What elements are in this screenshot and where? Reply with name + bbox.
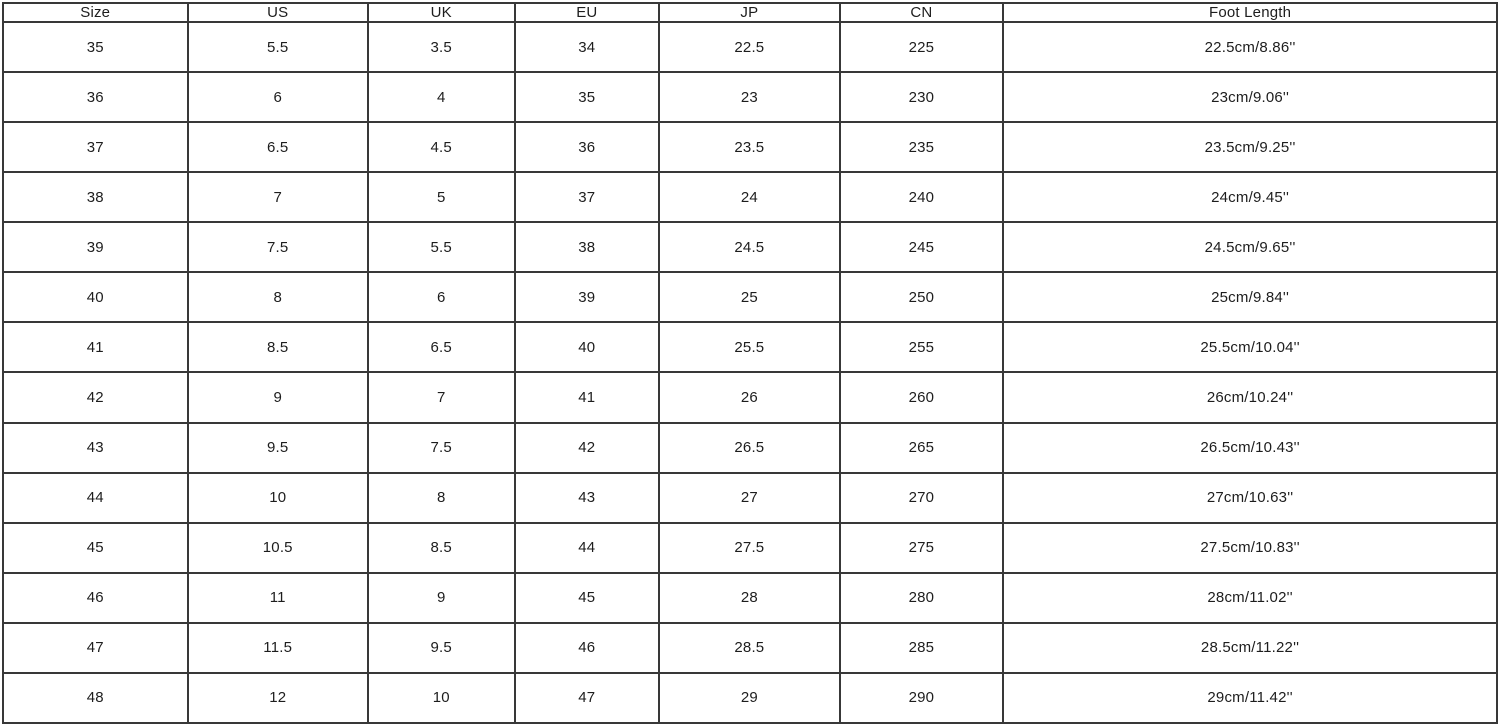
cell-eu-row-5: 38 bbox=[515, 222, 660, 272]
cell-size-row-2: 36 bbox=[3, 72, 188, 122]
cell-cn-row-1: 225 bbox=[840, 22, 1004, 72]
cell-jp-row-3: 23.5 bbox=[659, 122, 839, 172]
cell-foot-length-row-7: 25.5cm/10.04'' bbox=[1003, 322, 1497, 372]
cell-eu-row-1: 34 bbox=[515, 22, 660, 72]
cell-foot-length-row-13: 28.5cm/11.22'' bbox=[1003, 623, 1497, 673]
cell-size-row-4: 38 bbox=[3, 172, 188, 222]
cell-us-row-8: 9 bbox=[188, 372, 368, 422]
cell-cn-row-2: 230 bbox=[840, 72, 1004, 122]
table-row-size-41 bbox=[3, 322, 1497, 372]
cell-uk-row-8: 7 bbox=[368, 372, 515, 422]
cell-cn-row-6: 250 bbox=[840, 272, 1004, 322]
table-row-size-47 bbox=[3, 623, 1497, 673]
cell-cn-row-11: 275 bbox=[840, 523, 1004, 573]
cell-jp-row-14: 29 bbox=[659, 673, 839, 723]
cell-uk-row-2: 4 bbox=[368, 72, 515, 122]
cell-cn-row-7: 255 bbox=[840, 322, 1004, 372]
cell-us-row-9: 9.5 bbox=[188, 423, 368, 473]
cell-jp-row-7: 25.5 bbox=[659, 322, 839, 372]
cell-foot-length-row-3: 23.5cm/9.25'' bbox=[1003, 122, 1497, 172]
cell-uk-row-3: 4.5 bbox=[368, 122, 515, 172]
cell-jp-row-12: 28 bbox=[659, 573, 839, 623]
cell-size-row-7: 41 bbox=[3, 322, 188, 372]
cell-size-row-8: 42 bbox=[3, 372, 188, 422]
cell-foot-length-row-4: 24cm/9.45'' bbox=[1003, 172, 1497, 222]
cell-eu-row-4: 37 bbox=[515, 172, 660, 222]
cell-eu-row-3: 36 bbox=[515, 122, 660, 172]
cell-foot-length-row-2: 23cm/9.06'' bbox=[1003, 72, 1497, 122]
cell-size-row-3: 37 bbox=[3, 122, 188, 172]
cell-size-row-5: 39 bbox=[3, 222, 188, 272]
table-row-size-48 bbox=[3, 673, 1497, 723]
cell-uk-row-7: 6.5 bbox=[368, 322, 515, 372]
cell-eu-row-10: 43 bbox=[515, 473, 660, 523]
column-header-cn: CN bbox=[840, 3, 1004, 22]
cell-foot-length-row-12: 28cm/11.02'' bbox=[1003, 573, 1497, 623]
cell-jp-row-2: 23 bbox=[659, 72, 839, 122]
column-header-us: US bbox=[188, 3, 368, 22]
cell-jp-row-4: 24 bbox=[659, 172, 839, 222]
cell-uk-row-14: 10 bbox=[368, 673, 515, 723]
cell-uk-row-11: 8.5 bbox=[368, 523, 515, 573]
cell-uk-row-10: 8 bbox=[368, 473, 515, 523]
cell-eu-row-14: 47 bbox=[515, 673, 660, 723]
cell-size-row-1: 35 bbox=[3, 22, 188, 72]
cell-uk-row-9: 7.5 bbox=[368, 423, 515, 473]
cell-size-row-12: 46 bbox=[3, 573, 188, 623]
table-row-size-45 bbox=[3, 523, 1497, 573]
cell-foot-length-row-9: 26.5cm/10.43'' bbox=[1003, 423, 1497, 473]
cell-jp-row-10: 27 bbox=[659, 473, 839, 523]
column-header-eu: EU bbox=[515, 3, 660, 22]
cell-us-row-2: 6 bbox=[188, 72, 368, 122]
cell-eu-row-11: 44 bbox=[515, 523, 660, 573]
cell-size-row-11: 45 bbox=[3, 523, 188, 573]
table-row-size-35 bbox=[3, 22, 1497, 72]
table-header-row bbox=[3, 3, 1497, 22]
cell-foot-length-row-6: 25cm/9.84'' bbox=[1003, 272, 1497, 322]
cell-us-row-7: 8.5 bbox=[188, 322, 368, 372]
cell-jp-row-8: 26 bbox=[659, 372, 839, 422]
cell-cn-row-10: 270 bbox=[840, 473, 1004, 523]
column-header-uk: UK bbox=[368, 3, 515, 22]
cell-cn-row-5: 245 bbox=[840, 222, 1004, 272]
cell-cn-row-8: 260 bbox=[840, 372, 1004, 422]
cell-eu-row-2: 35 bbox=[515, 72, 660, 122]
cell-uk-row-5: 5.5 bbox=[368, 222, 515, 272]
cell-size-row-9: 43 bbox=[3, 423, 188, 473]
table-row-size-38 bbox=[3, 172, 1497, 222]
table-row-size-46 bbox=[3, 573, 1497, 623]
cell-us-row-10: 10 bbox=[188, 473, 368, 523]
cell-us-row-6: 8 bbox=[188, 272, 368, 322]
cell-foot-length-row-10: 27cm/10.63'' bbox=[1003, 473, 1497, 523]
cell-jp-row-9: 26.5 bbox=[659, 423, 839, 473]
cell-us-row-11: 10.5 bbox=[188, 523, 368, 573]
cell-foot-length-row-8: 26cm/10.24'' bbox=[1003, 372, 1497, 422]
table-row-size-39 bbox=[3, 222, 1497, 272]
table-row-size-36 bbox=[3, 72, 1497, 122]
cell-us-row-3: 6.5 bbox=[188, 122, 368, 172]
cell-us-row-12: 11 bbox=[188, 573, 368, 623]
cell-eu-row-12: 45 bbox=[515, 573, 660, 623]
table-row-size-40 bbox=[3, 272, 1497, 322]
cell-jp-row-1: 22.5 bbox=[659, 22, 839, 72]
column-header-jp: JP bbox=[659, 3, 839, 22]
cell-cn-row-13: 285 bbox=[840, 623, 1004, 673]
table-row-size-43 bbox=[3, 423, 1497, 473]
cell-us-row-4: 7 bbox=[188, 172, 368, 222]
cell-us-row-13: 11.5 bbox=[188, 623, 368, 673]
cell-jp-row-13: 28.5 bbox=[659, 623, 839, 673]
cell-cn-row-12: 280 bbox=[840, 573, 1004, 623]
cell-eu-row-7: 40 bbox=[515, 322, 660, 372]
cell-size-row-6: 40 bbox=[3, 272, 188, 322]
cell-foot-length-row-1: 22.5cm/8.86'' bbox=[1003, 22, 1497, 72]
cell-eu-row-13: 46 bbox=[515, 623, 660, 673]
cell-uk-row-4: 5 bbox=[368, 172, 515, 222]
cell-size-row-13: 47 bbox=[3, 623, 188, 673]
cell-us-row-14: 12 bbox=[188, 673, 368, 723]
column-header-foot-length: Foot Length bbox=[1003, 3, 1497, 22]
cell-cn-row-9: 265 bbox=[840, 423, 1004, 473]
cell-cn-row-3: 235 bbox=[840, 122, 1004, 172]
size-chart-table bbox=[2, 2, 1498, 724]
cell-foot-length-row-11: 27.5cm/10.83'' bbox=[1003, 523, 1497, 573]
cell-foot-length-row-14: 29cm/11.42'' bbox=[1003, 673, 1497, 723]
cell-uk-row-6: 6 bbox=[368, 272, 515, 322]
cell-cn-row-4: 240 bbox=[840, 172, 1004, 222]
cell-size-row-10: 44 bbox=[3, 473, 188, 523]
cell-cn-row-14: 290 bbox=[840, 673, 1004, 723]
cell-uk-row-12: 9 bbox=[368, 573, 515, 623]
column-header-size: Size bbox=[3, 3, 188, 22]
cell-uk-row-1: 3.5 bbox=[368, 22, 515, 72]
cell-us-row-5: 7.5 bbox=[188, 222, 368, 272]
cell-us-row-1: 5.5 bbox=[188, 22, 368, 72]
table-row-size-37 bbox=[3, 122, 1497, 172]
cell-eu-row-9: 42 bbox=[515, 423, 660, 473]
cell-jp-row-11: 27.5 bbox=[659, 523, 839, 573]
cell-jp-row-5: 24.5 bbox=[659, 222, 839, 272]
cell-foot-length-row-5: 24.5cm/9.65'' bbox=[1003, 222, 1497, 272]
cell-jp-row-6: 25 bbox=[659, 272, 839, 322]
cell-eu-row-6: 39 bbox=[515, 272, 660, 322]
table-row-size-44 bbox=[3, 473, 1497, 523]
cell-uk-row-13: 9.5 bbox=[368, 623, 515, 673]
cell-size-row-14: 48 bbox=[3, 673, 188, 723]
table-row-size-42 bbox=[3, 372, 1497, 422]
cell-eu-row-8: 41 bbox=[515, 372, 660, 422]
